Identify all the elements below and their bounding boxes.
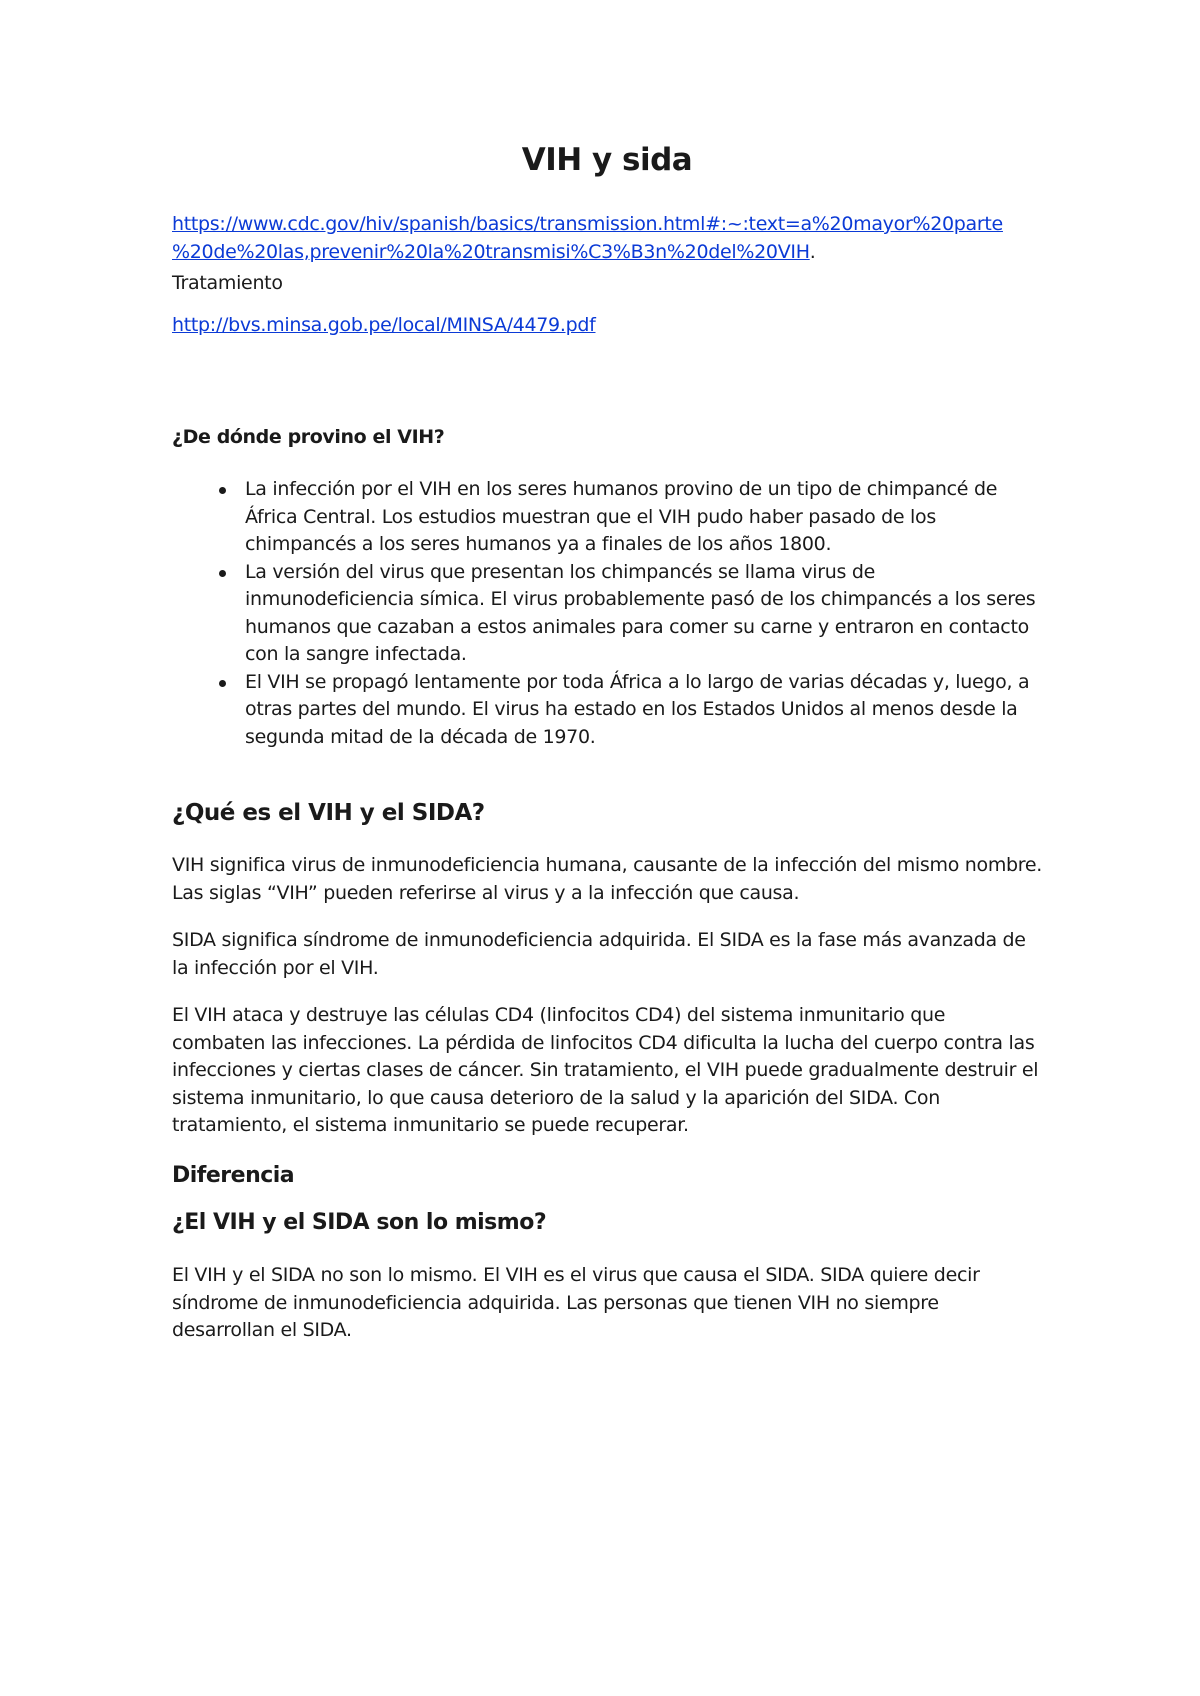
bullet-text: El VIH se propagó lentamente por toda África a lo largo de varias décadas y, luego, a otras partes del mundo. El virus ha estado en los Estados Unidos al menos desde la segunda mitad de la década de 1970. xyxy=(245,670,1030,748)
cdc-link-block xyxy=(172,210,1042,266)
list-item xyxy=(172,559,1042,669)
bullet-text: La infección por el VIH en los seres humanos provino de un tipo de chimpancé de África Central. Los estudios muestran que el VIH pudo haber pasado de los chimpancés a los seres humanos ya a finales de los años 1800. xyxy=(245,478,998,555)
bullet-icon xyxy=(219,680,226,687)
bullet-text: La versión del virus que presentan los chimpancés se llama virus de inmunodeficiencia símica. El virus probablemente pasó de los chimpancés a los seres humanos que cazaban a estos animales para comer su carne y entraron en contacto con la sangre infectada. xyxy=(245,560,1036,665)
difference-paragraph: El VIH y el SIDA no son lo mismo. El VIH es el virus que causa el SIDA. SIDA quiere decir síndrome de inmunodeficiencia adquirida. Las personas que tienen VIH no siempre desarrollan el SIDA. xyxy=(172,1264,980,1341)
what-paragraph-1: VIH significa virus de inmunodeficiencia humana, causante de la infección del mismo nombre. Las siglas “VIH” pueden referirse al virus y a la infección que causa. xyxy=(172,854,1043,904)
what-paragraph-3: El VIH ataca y destruye las células CD4 (linfocitos CD4) del sistema inmunitario que combaten las infecciones. La pérdida de linfocitos CD4 dificulta la lucha del cuerpo contra las infecciones y ciertas clases de cáncer. Sin tratamiento, el VIH puede gradualmente destruir el sistema inmunitario, lo que causa deterioro de la salud y la aparición del SIDA. Con tratamiento, el sistema inmunitario se puede recuperar. xyxy=(172,1004,1039,1136)
bullet-icon xyxy=(219,487,226,494)
link-trailing-period: . xyxy=(809,241,816,263)
minsa-link[interactable]: http://bvs.minsa.gob.pe/local/MINSA/4479.pdf xyxy=(172,314,596,336)
origin-bullet-list xyxy=(172,476,1042,751)
document-title: VIH y sida xyxy=(521,142,693,178)
tratamiento-label: Tratamiento xyxy=(172,272,283,294)
what-paragraph-2: SIDA significa síndrome de inmunodeficiencia adquirida. El SIDA es la fase más avanzada de la infección por el VIH. xyxy=(172,929,1026,979)
list-item xyxy=(172,476,1042,559)
cdc-link-line-2[interactable]: %20de%20las,prevenir%20la%20transmisi%C3%B3n%20del%20VIH xyxy=(172,241,810,263)
cdc-link-line-1[interactable]: https://www.cdc.gov/hiv/spanish/basics/transmission.html#:~:text=a%20mayor%20parte xyxy=(172,213,1003,235)
difference-heading: Diferencia xyxy=(172,1163,295,1188)
list-item xyxy=(172,669,1042,752)
bullet-icon xyxy=(219,570,226,577)
origin-heading: ¿De dónde provino el VIH? xyxy=(172,426,445,448)
what-heading: ¿Qué es el VIH y el SIDA? xyxy=(172,800,485,826)
difference-subheading: ¿El VIH y el SIDA son lo mismo? xyxy=(172,1210,547,1235)
